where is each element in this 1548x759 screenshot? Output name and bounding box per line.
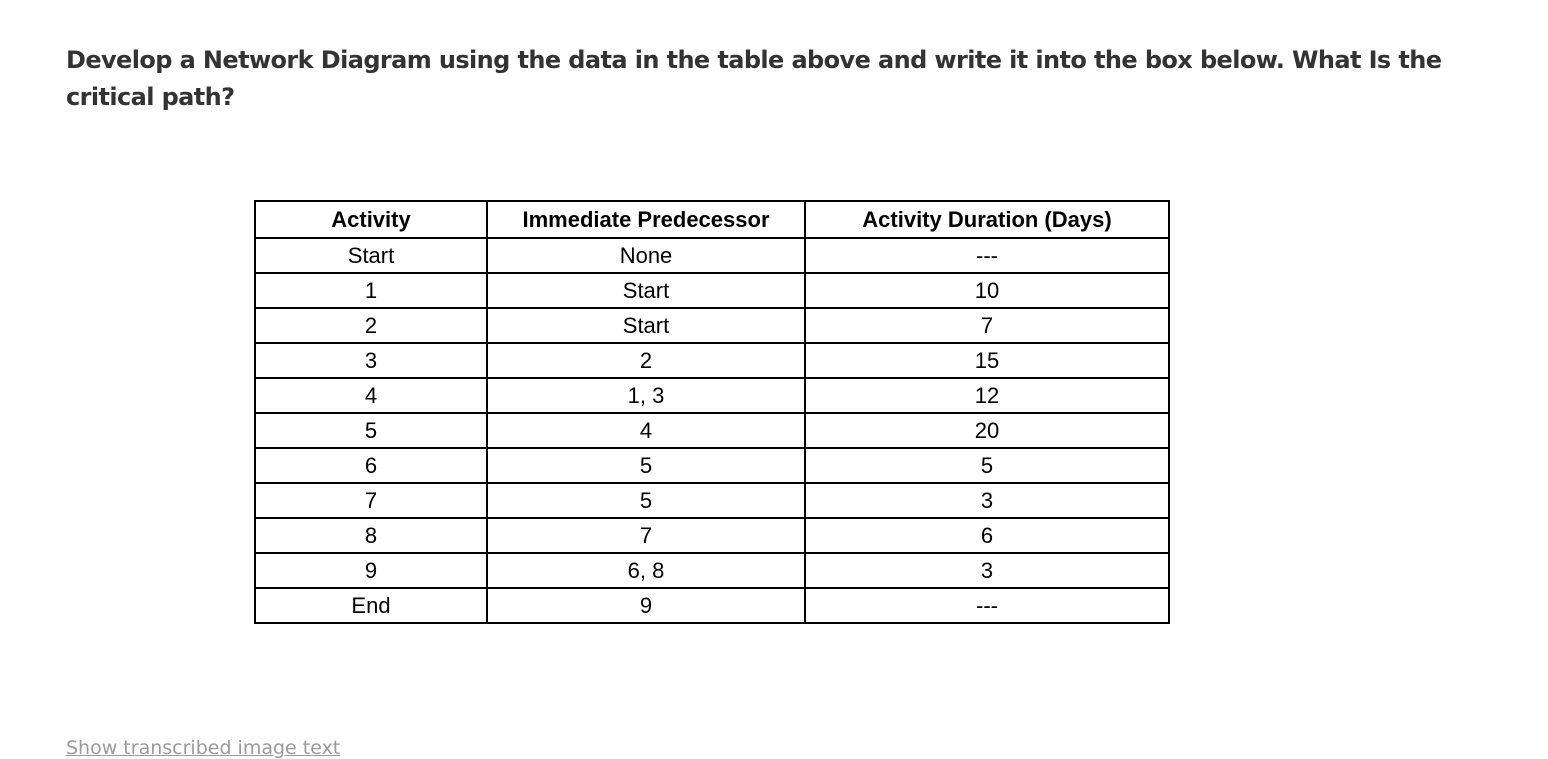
- cell-predecessor: Start: [487, 308, 805, 343]
- cell-activity: 5: [255, 413, 487, 448]
- cell-predecessor: 6, 8: [487, 553, 805, 588]
- header-immediate-predecessor: Immediate Predecessor: [487, 201, 805, 238]
- table-row: [255, 343, 1169, 378]
- table-row: [255, 273, 1169, 308]
- activity-table: [254, 200, 1170, 624]
- cell-duration: 10: [805, 273, 1169, 308]
- cell-activity: 8: [255, 518, 487, 553]
- table-header-row: [255, 201, 1169, 238]
- question-text: Develop a Network Diagram using the data in the table above and write it into the box below. What Is the critical path?: [66, 46, 1442, 111]
- cell-activity: 2: [255, 308, 487, 343]
- cell-activity: End: [255, 588, 487, 623]
- cell-activity: 3: [255, 343, 487, 378]
- cell-duration: 7: [805, 308, 1169, 343]
- table-row: [255, 448, 1169, 483]
- cell-duration: 5: [805, 448, 1169, 483]
- table-row: [255, 483, 1169, 518]
- cell-predecessor: Start: [487, 273, 805, 308]
- cell-predecessor: 4: [487, 413, 805, 448]
- cell-predecessor: 2: [487, 343, 805, 378]
- cell-predecessor: 1, 3: [487, 378, 805, 413]
- table-row: [255, 413, 1169, 448]
- show-transcribed-text-link[interactable]: Show transcribed image text: [66, 737, 341, 759]
- cell-activity: 1: [255, 273, 487, 308]
- cell-duration: 15: [805, 343, 1169, 378]
- table-row: [255, 378, 1169, 413]
- activity-table-image: [254, 200, 1170, 624]
- cell-predecessor: 5: [487, 448, 805, 483]
- cell-predecessor: 7: [487, 518, 805, 553]
- cell-activity: 4: [255, 378, 487, 413]
- cell-activity: Start: [255, 238, 487, 273]
- cell-activity: 6: [255, 448, 487, 483]
- table-row: [255, 308, 1169, 343]
- cell-duration: 3: [805, 483, 1169, 518]
- cell-duration: 3: [805, 553, 1169, 588]
- header-activity-duration: Activity Duration (Days): [805, 201, 1169, 238]
- cell-predecessor: 9: [487, 588, 805, 623]
- cell-duration: ---: [805, 238, 1169, 273]
- table-row: [255, 553, 1169, 588]
- cell-activity: 7: [255, 483, 487, 518]
- cell-predecessor: None: [487, 238, 805, 273]
- header-activity: Activity: [255, 201, 487, 238]
- table-row: [255, 238, 1169, 273]
- cell-duration: 12: [805, 378, 1169, 413]
- cell-duration: 6: [805, 518, 1169, 553]
- cell-duration: 20: [805, 413, 1169, 448]
- cell-activity: 9: [255, 553, 487, 588]
- table-row: [255, 518, 1169, 553]
- table-row: [255, 588, 1169, 623]
- cell-predecessor: 5: [487, 483, 805, 518]
- cell-duration: ---: [805, 588, 1169, 623]
